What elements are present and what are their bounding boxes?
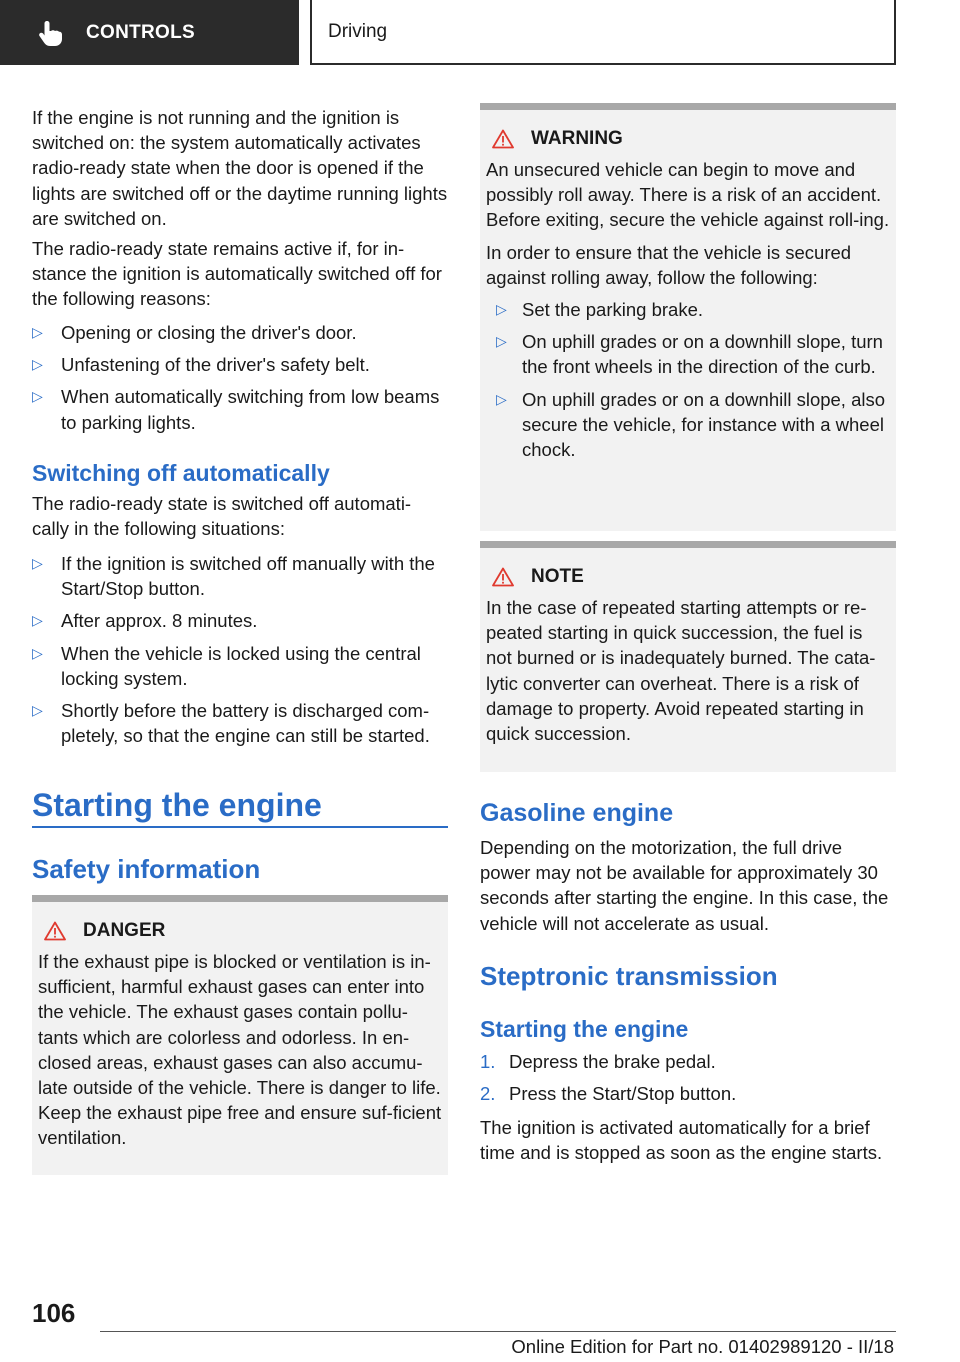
- warning-triangle-icon: [492, 129, 514, 149]
- note-title-row: [492, 565, 890, 589]
- danger-title-row: [44, 919, 442, 943]
- section-title: CONTROLS: [86, 21, 196, 43]
- intro-paragraph-1: If the engine is not running and the ignition is switched on: the system automatically activates radio-ready state when the door is opened if the lights are switched off or the daytime running lights are switched on.: [32, 107, 448, 229]
- list-item: ▷ Shortly before the battery is discharged com-pletely, so that the engine can still be started.: [32, 700, 430, 747]
- reasons-list: [32, 320, 448, 435]
- note-text: In the case of repeated starting attempts or re-peated starting in quick succession, the fuel is not burned or is inadequately burned. The cata-lytic converter can overheat. There is a risk of damage to property. Avoid repeated starting in quick succession.: [486, 597, 876, 745]
- list-item: ▷ After approx. 8 minutes.: [32, 608, 448, 633]
- triangle-bullet-icon: ▷: [496, 301, 507, 318]
- safety-heading: Safety information: [32, 854, 261, 884]
- danger-box: [32, 895, 448, 1175]
- list-item: ▷ When the vehicle is locked using the central locking system.: [32, 642, 421, 689]
- list-item: ▷ On uphill grades or on a downhill slope, turn the front wheels in the direction of the curb.: [496, 331, 883, 378]
- warning-triangle-icon: [492, 567, 514, 587]
- list-item: 2. Press the Start/Stop button.: [480, 1083, 737, 1105]
- edition-note: Online Edition for Part no. 01402989120 - II/18: [511, 1336, 894, 1357]
- triangle-bullet-icon: ▷: [32, 612, 43, 629]
- switch-off-heading: Switching off automatically: [32, 460, 330, 486]
- warning-title-row: [492, 127, 890, 151]
- switch-off-intro: The radio-ready state is switched off automati-cally in the following situations:: [32, 493, 412, 540]
- list-item: ▷ Unfastening of the driver's safety belt.: [32, 352, 448, 377]
- triangle-bullet-icon: ▷: [32, 388, 43, 405]
- topic-tab: [310, 0, 896, 65]
- steptronic-heading: Steptronic transmission: [480, 961, 778, 991]
- gasoline-text: Depending on the motorization, the full drive power may not be available for approximately 30 seconds after starting the engine. In this case, the vehicle will not accelerate as usual.: [480, 837, 889, 934]
- warning-triangle-icon: [44, 921, 66, 941]
- list-item: ▷ Set the parking brake.: [486, 297, 890, 322]
- list-item: 1. Depress the brake pedal.: [480, 1051, 716, 1072]
- heading-rule: [32, 826, 448, 828]
- list-item: ▷ On uphill grades or on a downhill slope, also secure the vehicle, for instance with a wheel chock.: [496, 388, 886, 461]
- intro-paragraph-2: The radio-ready state remains active if, for in-stance the ignition is automatically switched off for the following reasons:: [32, 238, 442, 310]
- triangle-bullet-icon: ▷: [32, 356, 43, 373]
- triangle-bullet-icon: ▷: [32, 644, 43, 661]
- triangle-bullet-icon: ▷: [32, 702, 43, 719]
- danger-title: DANGER: [83, 920, 166, 941]
- list-item: ▷ If the ignition is switched off manually with the Start/Stop button.: [32, 553, 435, 600]
- warning-text-2: In order to ensure that the vehicle is secured against rolling away, follow the following:: [486, 241, 852, 288]
- steps-list: [480, 1049, 896, 1106]
- warning-list: [486, 297, 890, 462]
- topic-title: Driving: [328, 20, 388, 42]
- footer-rule: [100, 1331, 896, 1332]
- triangle-bullet-icon: ▷: [496, 333, 507, 350]
- final-text: The ignition is activated automatically for a brief time and is stopped as soon as the engine starts.: [480, 1117, 883, 1164]
- section-tab: [0, 0, 299, 65]
- list-item: ▷ When automatically switching from low beams to parking lights.: [32, 386, 440, 433]
- note-title: NOTE: [531, 566, 584, 587]
- starting-engine-heading: Starting the engine: [32, 787, 322, 823]
- warning-title: WARNING: [531, 128, 623, 149]
- steptronic-starting-heading: Starting the engine: [480, 1016, 689, 1042]
- switch-off-list: [32, 551, 448, 748]
- warning-text-1: An unsecured vehicle can begin to move and possibly roll away. There is a risk of an accident. Before exiting, secure the vehicle against roll-ing.: [486, 159, 890, 231]
- note-box: [480, 541, 896, 772]
- list-item: ▷ Opening or closing the driver's door.: [32, 320, 448, 345]
- triangle-bullet-icon: ▷: [32, 555, 43, 571]
- gasoline-heading: Gasoline engine: [480, 799, 674, 827]
- triangle-bullet-icon: ▷: [32, 324, 43, 340]
- danger-text: If the exhaust pipe is blocked or ventilation is in-sufficient, harmful exhaust gases can enter into the vehicle. The exhaust gases contain pollu-tants which are colorless and odorless. In en-closed areas, exhaust gases can also accumu-late outside of the vehicle. There is danger to life. Keep the exhaust pipe free and ensure suf-ficient ventilation.: [38, 951, 442, 1149]
- triangle-bullet-icon: ▷: [496, 390, 507, 407]
- page-number: 106: [32, 1298, 76, 1328]
- warning-box: [480, 103, 896, 531]
- hand-pointer-icon: [36, 18, 66, 48]
